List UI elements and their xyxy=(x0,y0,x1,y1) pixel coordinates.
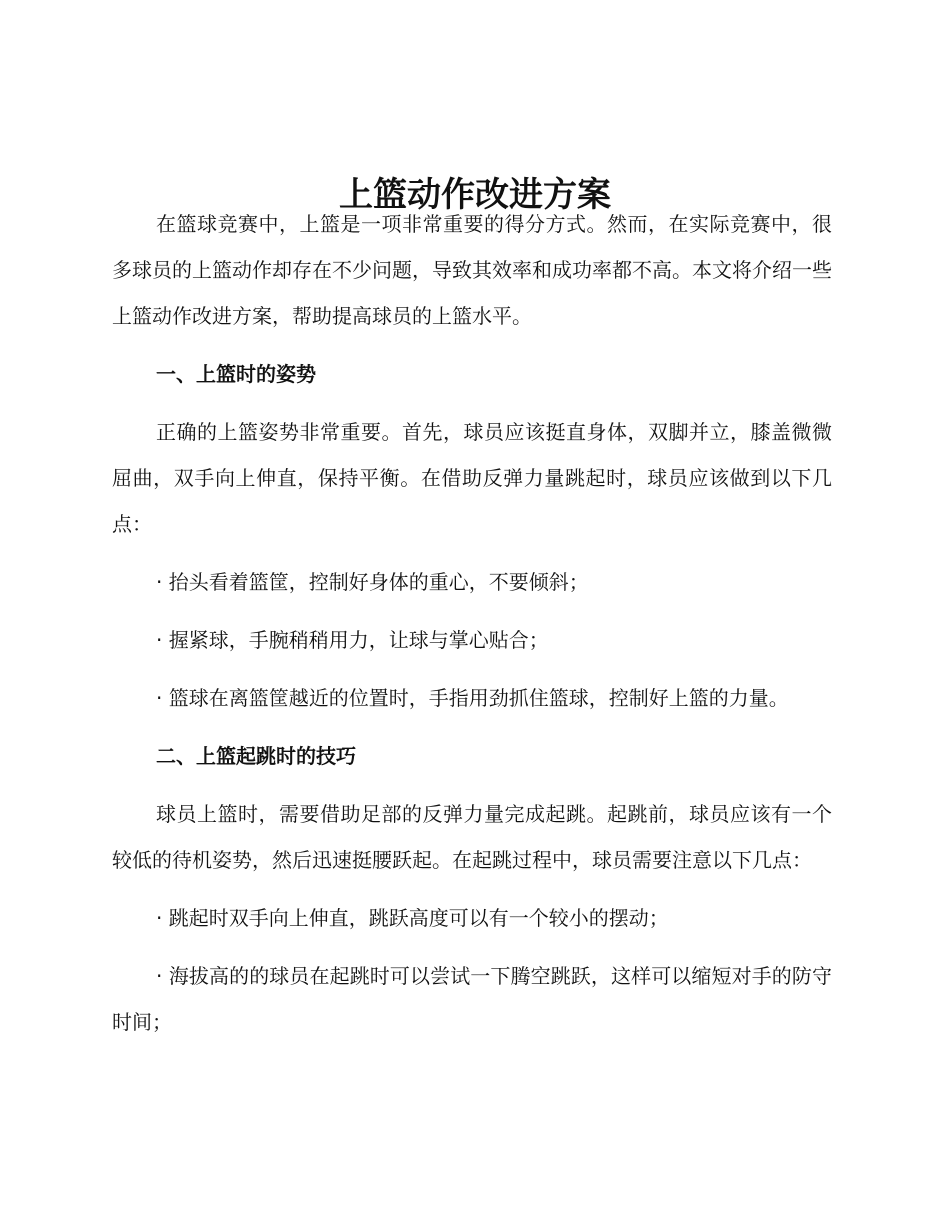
spacer xyxy=(112,883,832,895)
bullet-item: · 篮球在离篮筐越近的位置时，手指用劲抓住篮球，控制好上篮的力量。 xyxy=(156,686,789,710)
bullet-item: · 跳起时双手向上伸直，跳跃高度可以有一个较小的摆动； xyxy=(156,906,669,930)
spacer xyxy=(112,779,832,791)
section-paragraph-posture: 正确的上篮姿势非常重要。首先，球员应该挺直身体，双脚并立，膝盖微微屈曲，双手向上伸直，保持平衡。在借助反弹力量跳起时，球员应该做到以下几点： xyxy=(112,420,832,536)
spacer xyxy=(112,339,832,351)
section-heading-jump: 二、上篮起跳时的技巧 xyxy=(156,744,356,768)
bullet-item: · 海拔高的的球员在起跳时可以尝试一下腾空跳跃，这样可以缩短对手的防守时间； xyxy=(112,964,832,1034)
document-body xyxy=(112,201,832,1045)
section-heading-posture: 一、上篮时的姿势 xyxy=(156,362,316,386)
spacer xyxy=(112,663,832,675)
spacer xyxy=(112,941,832,953)
spacer xyxy=(112,397,832,409)
bullet-item: · 握紧球，手腕稍稍用力，让球与掌心贴合； xyxy=(156,628,549,652)
spacer xyxy=(112,547,832,559)
intro-paragraph: 在篮球竞赛中，上篮是一项非常重要的得分方式。然而，在实际竞赛中，很多球员的上篮动作却存在不少问题，导致其效率和成功率都不高。本文将介绍一些上篮动作改进方案，帮助提高球员的上篮水平。 xyxy=(112,212,832,328)
spacer xyxy=(112,605,832,617)
section-paragraph-jump: 球员上篮时，需要借助足部的反弹力量完成起跳。起跳前，球员应该有一个较低的待机姿势，然后迅速挺腰跃起。在起跳过程中，球员需要注意以下几点： xyxy=(112,802,832,872)
page-title: 上篮动作改进方案 xyxy=(339,174,611,215)
spacer xyxy=(112,721,832,733)
bullet-item: · 抬头看着篮筐，控制好身体的重心，不要倾斜； xyxy=(156,570,589,594)
